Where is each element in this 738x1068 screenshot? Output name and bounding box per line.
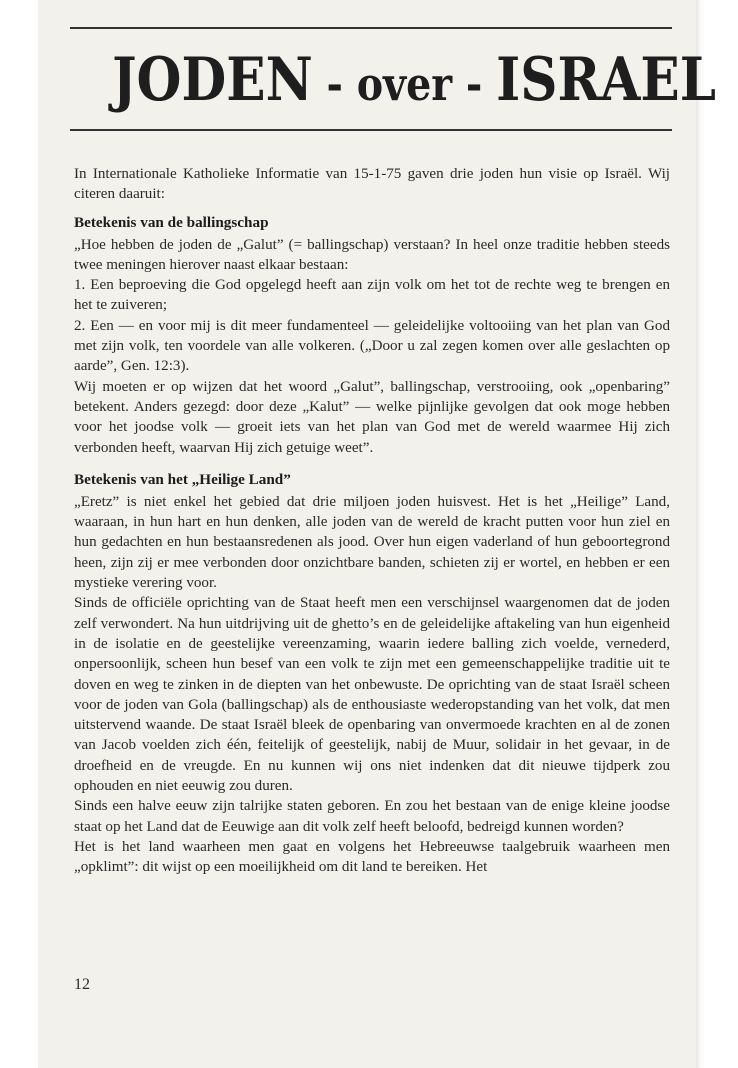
intro-paragraph: In Internationale Katholieke Informatie van 15-1-75 gaven drie joden hun visie op Israël. Wij citeren daaruit: (74, 166, 670, 203)
title-joden: JODEN (112, 45, 313, 115)
section-heading: Betekenis van het „Heilige Land” (74, 470, 291, 488)
paragraph: 1. Een beproeving die God opgelegd heeft aan zijn volk om het tot de rechte weg te brengen en het te zuiveren; (74, 277, 670, 314)
page-edge (696, 0, 702, 1068)
paragraph: „Eretz” is niet enkel het gebied dat drie miljoen joden huisvest. Het is het „Heilige” Land, waaraan, in hun hart en hun denken, alle joden van de wereld de kracht putten voor hun ziel en hun gedachten en hun bestaansredenen als jood. Over hun eigen vaderland of hun geboortegrond heen, zijn zij er mee verbonden door onzichtbare banden, schieten zij er wortel, en hebben er een mystieke verering voor. (74, 493, 670, 592)
paragraph: Wij moeten er op wijzen dat het woord „Galut”, ballingschap, verstrooiing, ook „openbaring” betekent. Anders gezegd: door deze „Kalut” — welke pijnlijke gevolgen dat ook moge hebben voor het joodse volk — groeit iets van het plan van God met de wereld waarmee Hij zich verbonden heeft, waarvan Hij zich getuige weet”. (74, 378, 670, 456)
title-separator: - (452, 57, 497, 111)
page-title (112, 40, 717, 120)
section-heading: Betekenis van de ballingschap (74, 213, 269, 231)
bottom-rule (70, 129, 672, 131)
title-over: over (356, 57, 453, 111)
paragraph: Het is het land waarheen men gaat en volgens het Hebreeuwse taalgebruik waarheen men „opklimt”: dit wijst op een moeilijkheid om dit land te bereiken. Het (74, 838, 670, 876)
title-israel: ISRAEL (496, 45, 717, 115)
title-separator: - (312, 57, 357, 111)
page-number: 12 (74, 976, 90, 993)
left-margin (0, 0, 38, 1068)
paragraph: 2. Een — en voor mij is dit meer fundamenteel — geleidelijke voltooiing van het plan van God met zijn volk, ten voordele van alle volkeren. („Door u zal zegen komen over alle geslachten op aarde”, Gen. 12:3). (74, 317, 670, 375)
article-body (74, 164, 670, 878)
top-rule (70, 27, 672, 29)
paragraph: Sinds de officiële oprichting van de Staat heeft men een verschijnsel waargenomen dat de joden zelf verwondert. Na hun uitdrijving uit de ghetto’s en de geleidelijke aftakeling van hun eigenheid in de isolatie en de geestelijke vereenzaming, waarin iedere balling zich voelde, vernederd, onpersoonlijk, scheen hun besef van een volk te zijn met een gemeenschappelijke traditie uit te doven en weg te zinken in de diepten van het onbewuste. De oprichting van de staat Israël scheen voor de joden van Gola (ballingschap) als de enthousiaste wederopstanding van het volk, dat men uitstervend waande. De staat Israël bleek de openbaring van onvermoede krachten en al de zonen van Jacob voelden zich één, feitelijk of geestelijk, nabij de Muur, solidair in het gevaar, in de droefheid en de vreugde. En nu kunnen wij ons niet indenken dat dit nieuwe tijdperk zou ophouden en niet eeuwig zou duren. (74, 595, 670, 795)
paragraph: „Hoe hebben de joden de „Galut” (= ballingschap) verstaan? In heel onze traditie hebben steeds twee meningen hierover naast elkaar bestaan: (74, 236, 670, 273)
paragraph: Sinds een halve eeuw zijn talrijke staten geboren. En zou het bestaan van de enige kleine joodse staat op het Land dat de Eeuwige aan dit volk zelf heeft beloofd, bedreigd kunnen worden? (74, 798, 670, 835)
